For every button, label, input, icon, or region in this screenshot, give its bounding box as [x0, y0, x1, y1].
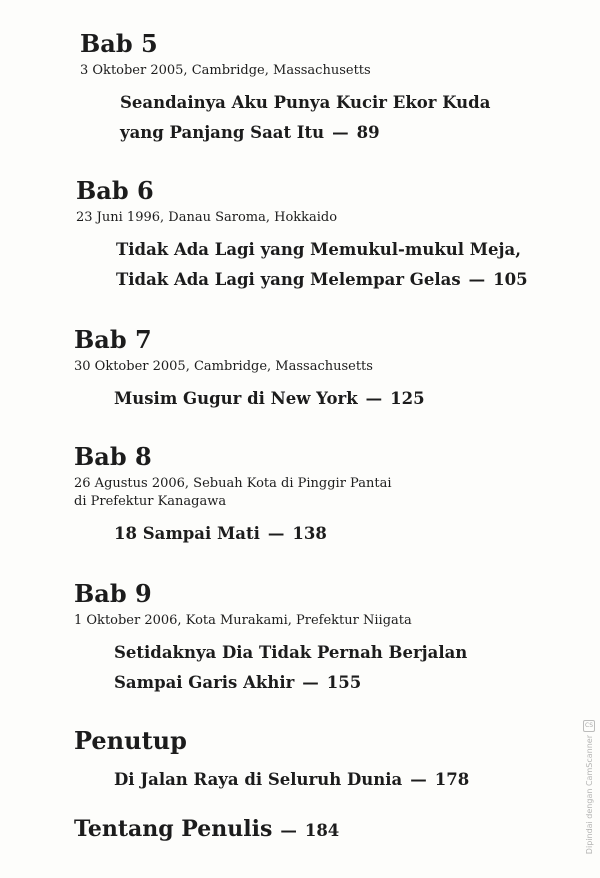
- chapter-8: [74, 443, 574, 549]
- separator-dash: —: [468, 270, 486, 289]
- chapter-entry-line: Tidak Ada Lagi yang Memukul-mukul Meja,: [116, 240, 521, 259]
- separator-dash: —: [267, 524, 285, 543]
- chapter-entry-line: Setidaknya Dia Tidak Pernah Berjalan: [114, 643, 468, 662]
- chapter-title: Bab 6: [76, 176, 154, 205]
- chapter-date-place: 30 Oktober 2005, Cambridge, Massachusetts: [74, 359, 373, 374]
- chapter-7: [74, 326, 574, 414]
- chapter-entry-line: [114, 668, 574, 698]
- chapter-title: Penutup: [74, 726, 187, 755]
- camscanner-logo-icon: CS: [583, 720, 595, 732]
- separator-dash: —: [365, 389, 383, 408]
- chapter-9: [74, 580, 574, 698]
- chapter-entry-text: Musim Gugur di New York: [114, 389, 358, 408]
- chapter-title: Bab 7: [74, 325, 152, 354]
- scanner-watermark: [582, 720, 596, 870]
- chapter-title: Bab 9: [74, 579, 152, 608]
- separator-dash: —: [302, 673, 319, 692]
- chapter-date-place: 1 Oktober 2006, Kota Murakami, Prefektur Niigata: [74, 613, 412, 628]
- page-number: 178: [434, 770, 470, 789]
- page-number: 138: [292, 524, 327, 543]
- separator-dash: —: [280, 821, 297, 840]
- page-number: 125: [390, 389, 425, 408]
- chapter-entry-text: Sampai Garis Akhir: [114, 673, 295, 692]
- page-number: 184: [304, 821, 340, 840]
- chapter-entry-line: [120, 118, 580, 148]
- chapter-entry-text: Tidak Ada Lagi yang Melempar Gelas: [116, 270, 461, 289]
- chapter-epilogue: [74, 727, 574, 795]
- chapter-entry-text: 18 Sampai Mati: [114, 524, 260, 543]
- chapter-entry-text: yang Panjang Saat Itu: [120, 123, 325, 142]
- chapter-title: Tentang Penulis: [74, 816, 273, 842]
- chapter-date-place: di Prefektur Kanagawa: [74, 494, 227, 509]
- scanner-watermark-text: Dipindai dengan CamScanner: [584, 735, 594, 855]
- chapter-entry-line: [114, 765, 574, 795]
- about-author: [74, 815, 574, 845]
- chapter-entry-line: Seandainya Aku Punya Kucir Ekor Kuda: [120, 93, 491, 112]
- chapter-date-place: 23 Juni 1996, Danau Saroma, Hokkaido: [76, 210, 338, 225]
- chapter-date-place: 3 Oktober 2005, Cambridge, Massachusetts: [80, 63, 371, 78]
- chapter-entry-line: [114, 519, 574, 549]
- separator-dash: —: [410, 770, 427, 789]
- about-author-line: [74, 815, 574, 845]
- page-number: 105: [493, 270, 528, 289]
- chapter-entry-line: [116, 265, 576, 295]
- chapter-title: Bab 8: [74, 442, 152, 471]
- chapter-entry-line: [114, 384, 574, 414]
- chapter-6: [76, 177, 576, 295]
- chapter-entry-text: Di Jalan Raya di Seluruh Dunia: [114, 770, 403, 789]
- page-number: 155: [326, 673, 362, 692]
- page-number: 89: [356, 123, 380, 142]
- separator-dash: —: [332, 123, 349, 142]
- chapter-date-place: 26 Agustus 2006, Sebuah Kota di Pinggir Pantai: [74, 476, 392, 491]
- chapter-5: [80, 30, 580, 148]
- chapter-title: Bab 5: [80, 29, 158, 58]
